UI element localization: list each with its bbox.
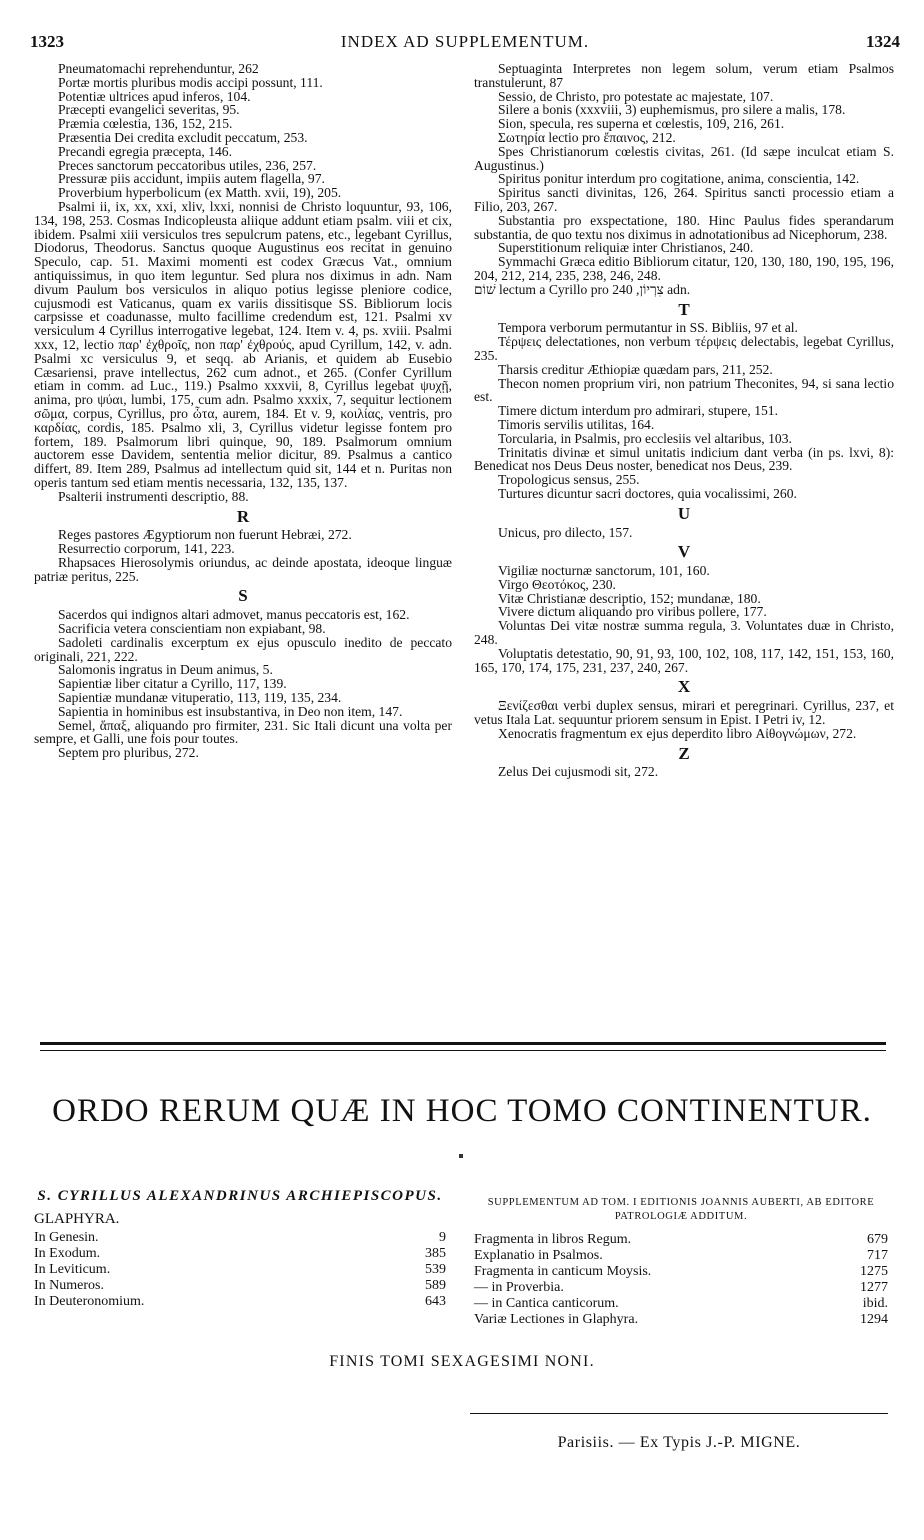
index-entry: Rhapsaces Hierosolymis oriundus, ac deinde apostata, ideoque linguæ patriæ peritus, 225. xyxy=(34,554,452,584)
index-entry: Σωτηρία lectio pro ἔπαινος, 212. xyxy=(498,129,676,145)
entries-p xyxy=(34,62,452,504)
page-header xyxy=(30,32,900,56)
toc-row-page: 539 xyxy=(425,1262,446,1277)
toc-section-glaphyra: GLAPHYRA. xyxy=(34,1211,120,1227)
index-entry: Septuaginta Interpretes non legem solum, verum etiam Psalmos transtulerunt, 87 xyxy=(474,61,894,90)
index-entry: Timoris servilis utilitas, 164. xyxy=(498,416,655,432)
index-entry: Vivere dictum aliquando pro viribus pollere, 177. xyxy=(498,604,767,620)
index-entry: Semel, ἅπαξ, aliquando pro firmiter, 231. Sic Itali dicunt una volta per sempre, et Galli, une fois pour toutes. xyxy=(34,717,452,747)
toc-row-page: 589 xyxy=(425,1278,446,1293)
index-entry: Sessio, de Christo, pro potestate ac majestate, 107. xyxy=(498,88,774,104)
index-entry: Precandi egregia præcepta, 146. xyxy=(58,143,233,159)
index-column-right xyxy=(474,62,894,779)
index-entry: Sacrificia vetera conscientiam non expiabant, 98. xyxy=(58,621,326,637)
index-entry: Preces sanctorum peccatoribus utiles, 236, 257. xyxy=(58,157,317,173)
entries-s-continued xyxy=(474,62,894,283)
toc-row xyxy=(34,1230,446,1246)
index-entry: Spes Christianorum cœlestis civitas, 261. (Id sæpe inculcat etiam S. Augustinus.) xyxy=(474,143,894,173)
toc-row-label: Fragmenta in libros Regum. xyxy=(474,1232,632,1247)
index-entry: Symmachi Græca editio Bibliorum citatur, 120, 130, 180, 190, 195, 196, 204, 212, 214, 235, 238, 246, 248. xyxy=(474,254,894,283)
toc-row xyxy=(474,1232,888,1248)
toc-row-label: Explanatio in Psalmos. xyxy=(474,1248,603,1263)
toc-row-page: ibid. xyxy=(862,1296,888,1311)
index-entry: Sapientia in hominibus est insubstantiva, in Deo non item, 147. xyxy=(58,703,403,719)
toc-row xyxy=(474,1248,888,1264)
ornament-dot xyxy=(459,1154,463,1158)
letter-heading-t: T xyxy=(678,299,690,319)
toc-row-label: — in Cantica canticorum. xyxy=(474,1296,619,1311)
toc-row-page: 643 xyxy=(425,1294,446,1309)
index-entry: Pressuræ piis accidunt, impiis autem flagella, 97. xyxy=(58,171,325,187)
index-entry: Torcularia, in Psalmis, pro ecclesiis vel altaribus, 103. xyxy=(498,430,792,446)
toc-row-label: In Numeros. xyxy=(34,1278,104,1293)
finis-line: FINIS TOMI SEXAGESIMI NONI. xyxy=(329,1353,595,1370)
index-entry: Ξενίζεσθαι verbi duplex sensus, mirari et peregrinari. Cyrillus, 237, et vetus Itala Lat. sequuntur priorem sensum in Epist. I Petri iv, 12. xyxy=(474,698,894,728)
toc-row xyxy=(474,1312,888,1328)
index-entry: Timere dictum interdum pro admirari, stupere, 151. xyxy=(498,403,778,419)
toc-row-page: 9 xyxy=(439,1230,446,1245)
page-number-left: 1323 xyxy=(30,32,64,51)
toc-left-rows xyxy=(34,1230,446,1310)
toc-row-page: 1277 xyxy=(860,1280,888,1295)
index-entry: Vigiliæ nocturnæ sanctorum, 101, 160. xyxy=(498,563,710,579)
index-entry: Silere a bonis (xxxviii, 3) euphemismus, pro silere a malis, 178. xyxy=(498,102,846,118)
letter-heading-u: U xyxy=(677,503,691,523)
index-entry: Sapientiæ liber citatur a Cyrillo, 117, 139. xyxy=(58,676,287,692)
toc-row xyxy=(474,1296,888,1312)
toc-row xyxy=(474,1280,888,1296)
index-entry: Sion, specula, res superna et cœlestis, 109, 216, 261. xyxy=(498,116,785,132)
toc-row xyxy=(34,1294,446,1310)
index-entry: Spiritus sancti divinitas, 126, 264. Spiritus sancti processio etiam a Filio, 203, 267. xyxy=(474,185,894,214)
running-title: INDEX AD SUPPLEMENTUM. xyxy=(340,32,590,51)
index-entry: Vitæ Christianæ descriptio, 152; mundanæ, 180. xyxy=(498,590,761,606)
letter-heading-v: V xyxy=(677,542,691,562)
index-entry: Præmia cœlestia, 136, 152, 215. xyxy=(58,116,233,132)
index-entry: Superstitionum reliquiæ inter Christianos, 240. xyxy=(498,240,754,256)
index-entry: Psalterii instrumenti descriptio, 88. xyxy=(58,488,249,504)
index-entry: Sapientiæ mundanæ vituperatio, 113, 119, 135, 234. xyxy=(58,690,342,706)
index-entry: Τέρψεις delectationes, non verbum τέρψεις delectabis, legebat Cyrillus, 235. xyxy=(474,334,894,363)
toc-row-label: Variæ Lectiones in Glaphyra. xyxy=(474,1312,639,1327)
letter-heading-r: R xyxy=(236,506,250,526)
toc-row xyxy=(474,1264,888,1280)
index-entry: Salomonis ingratus in Deum animus, 5. xyxy=(58,662,273,678)
entries-t xyxy=(474,321,894,500)
toc-row-page: 679 xyxy=(867,1232,888,1247)
toc-row-page: 717 xyxy=(867,1248,888,1263)
contents-title: ORDO RERUM QUÆ IN HOC TOMO CONTINENTUR. xyxy=(52,1093,872,1129)
imprint: Parisiis. — Ex Typis J.-P. MIGNE. xyxy=(557,1434,801,1451)
entries-v xyxy=(474,564,894,674)
toc-row xyxy=(34,1278,446,1294)
index-entry: Præsentia Dei credita excludit peccatum, 253. xyxy=(58,129,308,145)
toc-row-page: 1275 xyxy=(860,1264,888,1279)
imprint-rule xyxy=(470,1413,888,1414)
letter-heading-x: X xyxy=(677,677,691,697)
toc-right-rows xyxy=(474,1232,888,1328)
index-entry: Tharsis creditur Æthiopiæ quædam pars, 211, 252. xyxy=(498,361,773,377)
index-entry: Thecon nomen proprium viri, non patrium Theconites, 94, si sana lectio est. xyxy=(474,375,894,405)
index-entry: Tempora verborum permutantur in SS. Bibliis, 97 et al. xyxy=(498,320,798,336)
toc-cyrillus xyxy=(34,1188,446,1310)
index-entry: Sadoleti cardinalis excerptum ex ejus opusculo inedito de peccato originali, 221, 222. xyxy=(34,634,452,664)
toc-supplementum xyxy=(474,1196,888,1328)
toc-row xyxy=(34,1246,446,1262)
index-entry: Unicus, pro dilecto, 157. xyxy=(498,524,633,540)
index-entry: Potentiæ ultrices apud inferos, 104. xyxy=(58,88,251,104)
entries-x xyxy=(474,699,894,740)
toc-row-label: In Deuteronomium. xyxy=(34,1294,145,1309)
index-entry: Septem pro pluribus, 272. xyxy=(58,745,199,761)
divider-thick xyxy=(40,1042,886,1045)
index-entry: Substantia pro exspectatione, 180. Hinc Paulus fides sperandarum substantia, de quo textu nos diximus in adnotationibus ad Nicephorum, 238. xyxy=(474,212,894,242)
toc-row-label: In Leviticum. xyxy=(34,1262,111,1277)
divider-thin xyxy=(40,1050,886,1051)
toc-row-label: — in Proverbia. xyxy=(474,1280,564,1295)
index-entry: Psalmi ii, ix, xx, xxi, xliv, lxxi, nonnisi de Christo loquuntur, 93, 106, 134, 198, 253. Cosmas Indicopleusta aliique addunt etiam psalm. viii et cix, ibidem. Psalmi xiii versiculos tres sepulcrum patens, etc., legebant Cyrillus, Diodorus, Theodorus. Sanctus quoque Augustinus eos recitat in genuino Speculo, cap. 51. Maximi momenti est codex Græcus Vat., omnium antiquissimus, in quo item leguntur. Sed plura nos diximus in adn. Nam divum Paulum bos versiculos in aliquo potius legisse pleniore codice, cujusmodi est Vaticanus, quam ex variis dissitisque SS. Bibliorum locis carpsisse et coadunasse, multo facillime credendum est, 121. Psalmi xv versiculum 4 Cyrillus interrogative legebat, 124. Item v. 4, ps. xviii. Psalmi xxx, 12, lectio παρ' ἐχθροῖς, non παρ' ἐχθρούς, apud Cyrillum, 142, v. adn. Psalmi xc versiculus 9, et seqq. ab Arianis, et quidem ab Eusebio Cæsariensi, prave intellectus, 262 cum adnot., et 265. (Confer Cyrillum etiam in comm. ad Luc., 119.) Psalmo xxxvii, 8, Cyrillus legebat ψυχῇ, anima, pro ψύαι, lumbi, 175, cum adn. Psalmo xxxix, 7, sequitur lectionem σῶμα, corpus, Cyrillus, pro ὦτα, aurem, 184. Et v. 9, κοιλίας, ventris, pro καρδίας, cordis, 185. Psalmo xli, 3, Cyrillus videtur legisse fontem pro fortem, 189. Psalmorum libri quinque, 90, 189. Psalmorum omnium auctorem esse Davidem, sententia melior dicitur, 89. Psalmus a cantico differt, 89. Item 289, Psalmus ad intellectum quid sit, 144 et n. Puritas non operis tantum sed etiam mentis necessaria, 132, 135, 137. xyxy=(34,198,452,490)
index-entry: Trinitatis divinæ et simul unitatis indicium dant verba (in ps. lxvi, 8): Benedicat nos Deus Deus noster, benedicat nos Deus, 239. xyxy=(474,444,894,474)
index-entry: Turtures dicuntur sacri doctores, quia vocalissimi, 260. xyxy=(498,485,797,501)
index-entry: Reges pastores Ægyptiorum non fuerunt Hebræi, 272. xyxy=(58,527,352,543)
toc-author-heading: S. CYRILLUS ALEXANDRINUS ARCHIEPISCOPUS. xyxy=(37,1188,443,1204)
toc-supplement-heading: SUPPLEMENTUM AD TOM. I EDITIONIS JOANNIS AUBERTI, AB EDITORE PATROLOGIÆ ADDITUM. xyxy=(487,1197,875,1222)
index-entry: Voluntas Dei vitæ nostræ summa regula, 3. Voluntates duæ in Christo, 248. xyxy=(474,618,894,648)
index-entry: Resurrectio corporum, 141, 223. xyxy=(58,541,235,557)
index-entry: Sacerdos qui indignos altari admovet, manus peccatoris est, 162. xyxy=(58,607,410,623)
index-entry: Zelus Dei cujusmodi sit, 272. xyxy=(498,764,659,780)
index-entry: Portæ mortis pluribus modis accipi possunt, 111. xyxy=(58,74,323,90)
index-entry: Præcepti evangelici severitas, 95. xyxy=(58,102,240,118)
hebrew-entry: שׁוֹם lectum a Cyrillo pro צִרְיוֹן, 240 adn. xyxy=(474,281,691,297)
entries-u xyxy=(474,526,894,540)
toc-row xyxy=(34,1262,446,1278)
entries-s xyxy=(34,608,452,760)
letter-heading-s: S xyxy=(238,586,248,606)
index-column-left xyxy=(34,62,452,760)
index-entry: Spiritus ponitur interdum pro cogitatione, anima, conscientia, 142. xyxy=(498,171,860,187)
index-entry: Pneumatomachi reprehenduntur, 262 xyxy=(58,61,259,76)
toc-row-page: 385 xyxy=(425,1246,446,1261)
letter-heading-z: Z xyxy=(678,743,690,763)
index-entry: Proverbium hyperbolicum (ex Matth. xvii, 19), 205. xyxy=(58,185,342,201)
index-entry: Xenocratis fragmentum ex ejus deperdito libro Αἰθογνώμων, 272. xyxy=(498,725,857,741)
toc-row-label: In Exodum. xyxy=(34,1246,101,1261)
entries-r xyxy=(34,528,452,583)
toc-row-page: 1294 xyxy=(860,1312,888,1327)
index-entry: Tropologicus sensus, 255. xyxy=(498,472,640,488)
toc-row-label: Fragmenta in canticum Moysis. xyxy=(474,1264,652,1279)
page-number-right: 1324 xyxy=(866,32,900,51)
entries-z xyxy=(474,765,894,779)
index-entry: Virgo Θεοτόκος, 230. xyxy=(498,576,616,592)
index-entry: Voluptatis detestatio, 90, 91, 93, 100, 102, 108, 117, 142, 151, 153, 160, 165, 170, 174, 175, 231, 237, 240, 267. xyxy=(474,645,894,675)
toc-row-label: In Genesin. xyxy=(34,1230,99,1245)
